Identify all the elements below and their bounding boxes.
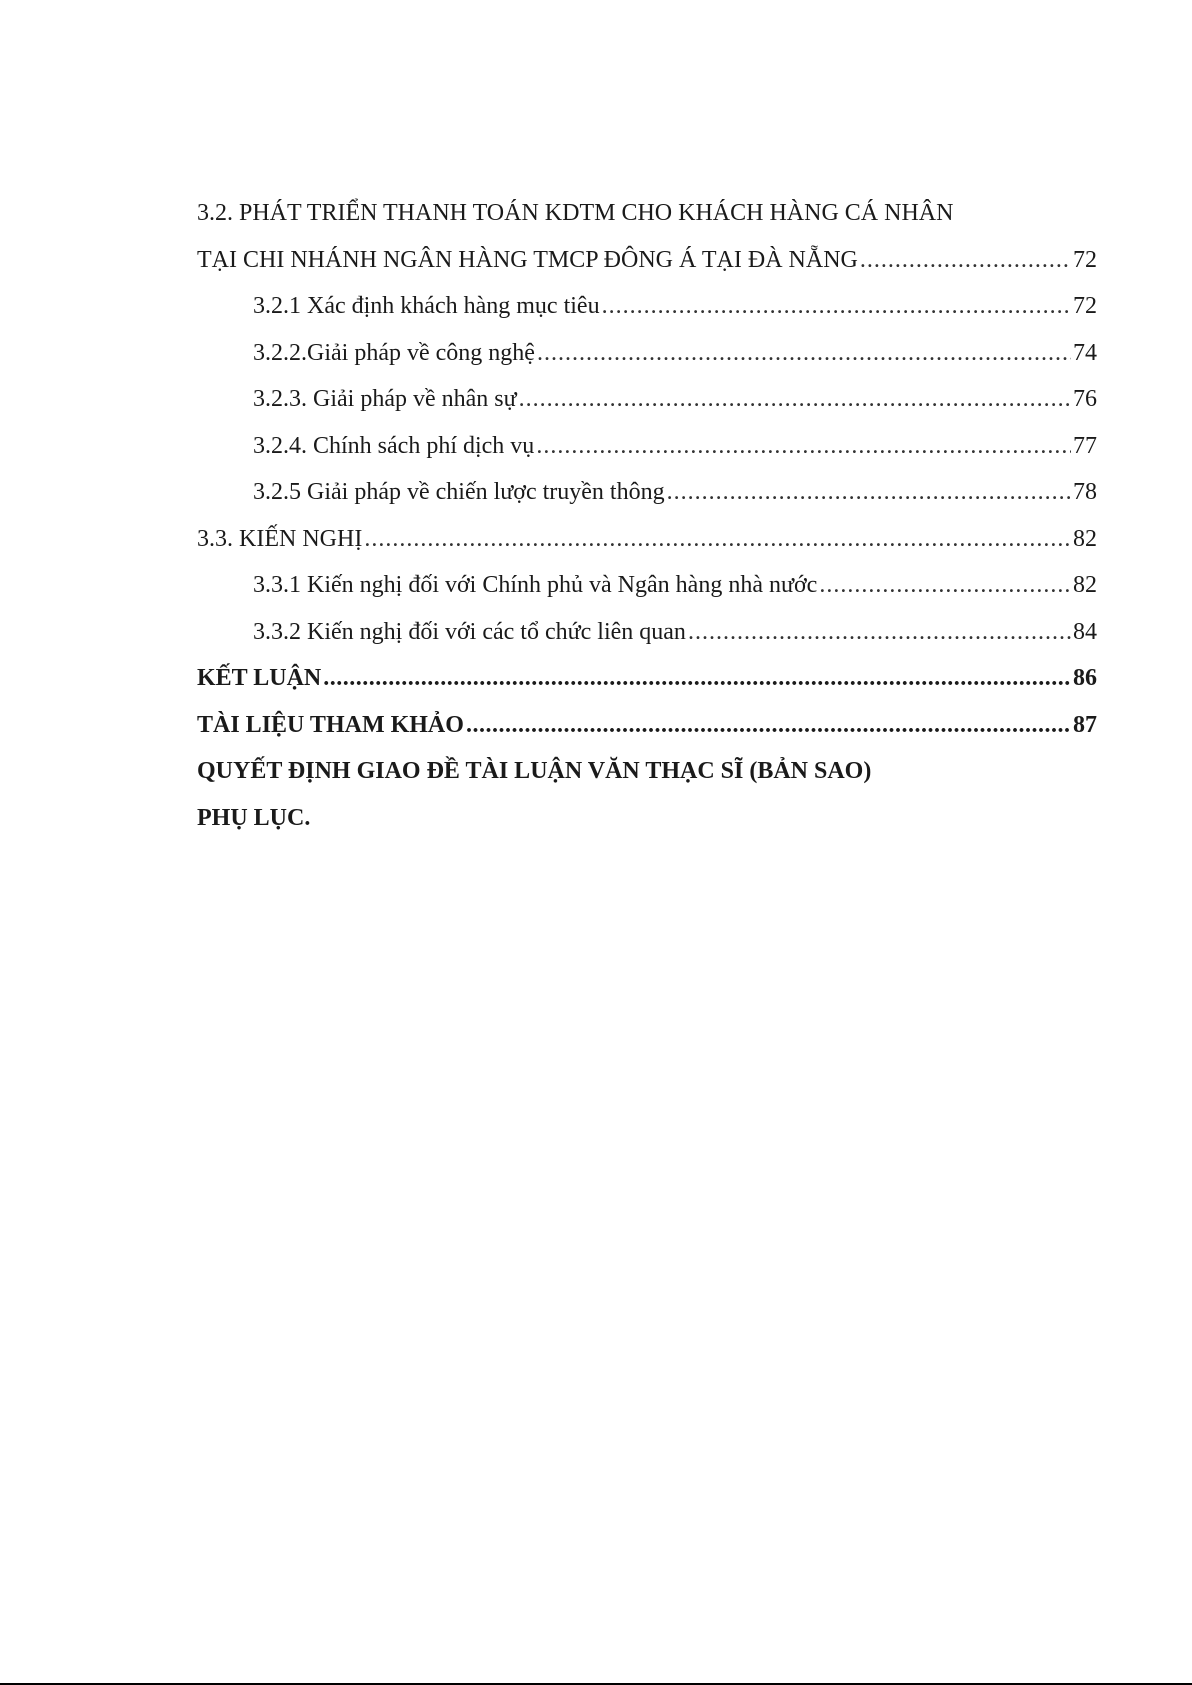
dot-leader	[364, 516, 1071, 563]
toc-entry-page-number: 72	[1073, 246, 1097, 273]
toc-entry-title: 3.3.1 Kiến nghị đối với Chính phủ và Ngân hàng nhà nước	[253, 572, 818, 598]
dot-leader	[323, 655, 1071, 702]
dot-leader	[537, 330, 1071, 377]
table-of-contents	[197, 190, 1097, 841]
toc-entry-title: 3.3.2 Kiến nghị đối với các tổ chức liên quan	[253, 618, 686, 645]
toc-entry-page-number: 77	[1073, 432, 1097, 459]
toc-entry-title: 3.2. PHÁT TRIỂN THANH TOÁN KDTM CHO KHÁCH HÀNG CÁ NHÂN	[197, 200, 954, 226]
toc-entry-section-3-2-3	[197, 376, 1097, 423]
toc-entry-page-number: 72	[1073, 293, 1097, 319]
toc-entry-section-3-2-1	[197, 283, 1097, 330]
toc-entry-page-number: 84	[1073, 618, 1097, 645]
toc-entry-section-3-3-1	[197, 562, 1097, 609]
toc-entry-title: KẾT LUẬN	[197, 665, 322, 691]
toc-entry-page-number: 78	[1073, 479, 1097, 505]
dot-leader	[536, 423, 1071, 470]
toc-entry-page-number: 82	[1073, 525, 1097, 552]
toc-entry-title: PHỤ LỤC.	[197, 804, 311, 831]
toc-entry-appendix	[197, 795, 1097, 842]
toc-entry-section-3-2-4	[197, 423, 1097, 470]
toc-entry-title: 3.2.5 Giải pháp về chiến lược truyền thông	[253, 479, 665, 505]
toc-entry-section-3-2-line-1	[197, 190, 1097, 237]
toc-entry-page-number: 74	[1073, 339, 1097, 366]
toc-entry-page-number: 82	[1073, 572, 1097, 598]
toc-entry-page-number: 87	[1073, 711, 1097, 738]
toc-entry-title: TẠI CHI NHÁNH NGÂN HÀNG TMCP ĐÔNG Á TẠI ĐÀ NẴNG	[197, 246, 858, 273]
dot-leader	[819, 562, 1071, 609]
dot-leader	[860, 237, 1071, 284]
dot-leader	[667, 469, 1071, 516]
toc-entry-title: TÀI LIỆU THAM KHẢO	[197, 711, 464, 738]
toc-entry-section-3-3-2	[197, 609, 1097, 656]
toc-entry-title: 3.2.4. Chính sách phí dịch vụ	[253, 432, 535, 459]
toc-entry-page-number: 86	[1073, 665, 1097, 691]
toc-entry-title: 3.2.3. Giải pháp về nhân sự	[253, 386, 517, 412]
toc-entry-section-3-3	[197, 516, 1097, 563]
toc-entry-title: 3.2.1 Xác định khách hàng mục tiêu	[253, 293, 600, 319]
dot-leader	[519, 376, 1071, 423]
toc-entry-references	[197, 702, 1097, 749]
toc-entry-page-number: 76	[1073, 386, 1097, 412]
toc-entry-thesis-decision	[197, 748, 1097, 795]
toc-entry-title: 3.3. KIẾN NGHỊ	[197, 525, 363, 552]
toc-entry-title: 3.2.2.Giải pháp về công nghệ	[253, 339, 535, 366]
toc-entry-conclusion	[197, 655, 1097, 702]
toc-entry-section-3-2-2	[197, 330, 1097, 377]
dot-leader	[688, 609, 1071, 656]
toc-entry-section-3-2-line-2	[197, 237, 1097, 284]
toc-entry-title: QUYẾT ĐỊNH GIAO ĐỀ TÀI LUẬN VĂN THẠC SĨ (BẢN SAO)	[197, 758, 872, 784]
toc-entry-section-3-2-5	[197, 469, 1097, 516]
dot-leader	[602, 283, 1071, 330]
dot-leader	[466, 702, 1071, 749]
